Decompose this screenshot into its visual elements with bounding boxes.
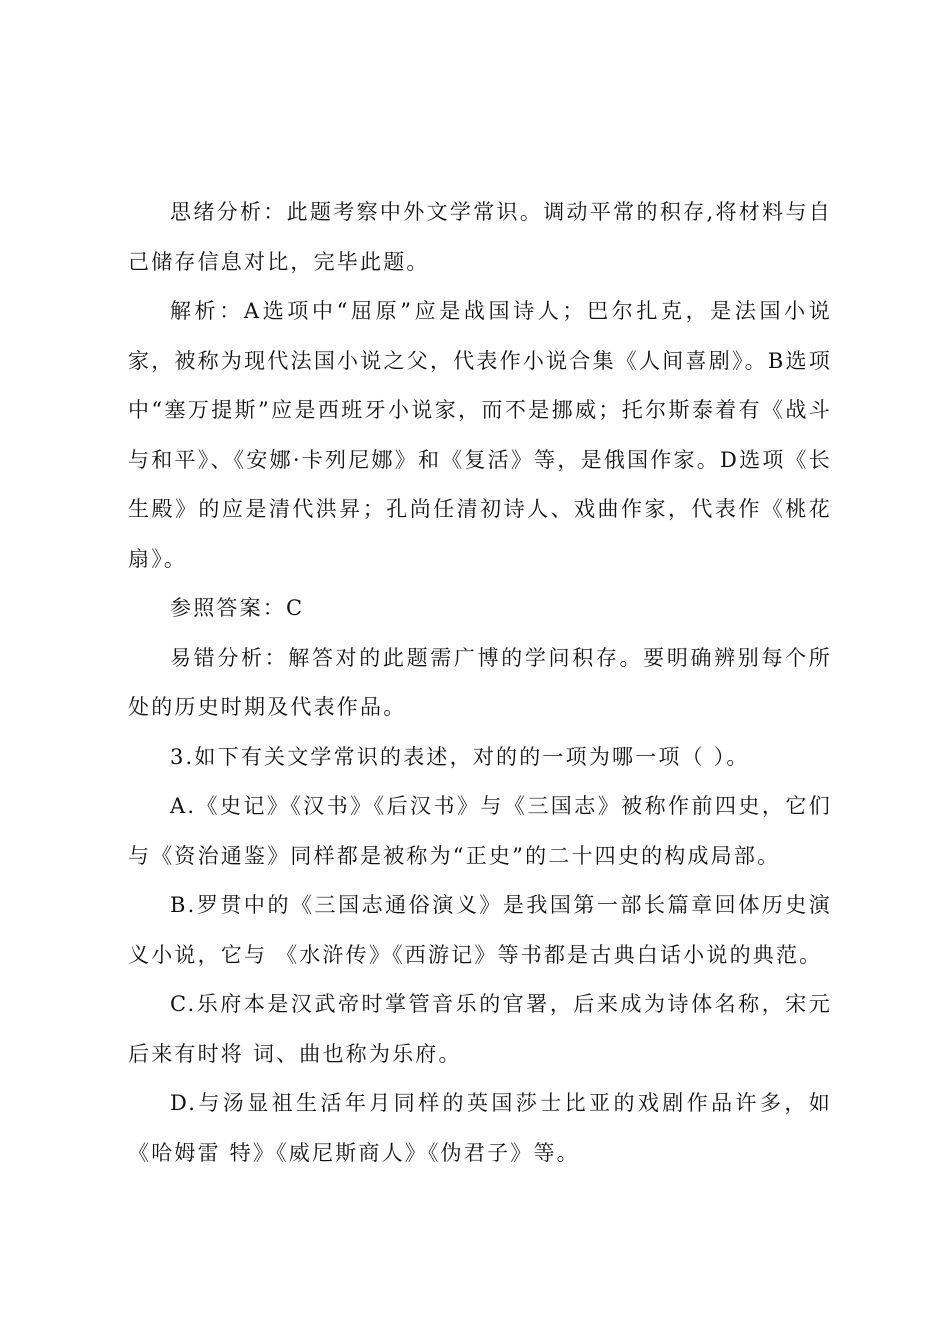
option-b-paragraph: B.罗贯中的《三国志通俗演义》是我国第一部长篇章回体历史演义小说，它与 《水浒传》《西游记》等书都是古典白话小说的典范。 xyxy=(128,893,832,967)
answer-paragraph: 参照答案：C xyxy=(170,596,305,620)
option-c-paragraph: C.乐府本是汉武帝时掌管音乐的官署，后来成为诗体名称，宋元后来有时将 词、曲也称为乐府。 xyxy=(128,992,832,1066)
option-d-paragraph: D.与汤显祖生活年月同样的英国莎士比亚的戏剧作品许多，如《哈姆雷 特》《威尼斯商人》《伪君子》等。 xyxy=(128,1091,832,1165)
error-analysis-paragraph: 易错分析：解答对的此题需广博的学问积存。要明确辨别每个所处的历史时期及代表作品。 xyxy=(128,645,832,719)
option-a-paragraph: A.《史记》《汉书》《后汉书》与《三国志》被称作前四史，它们与《资治通鉴》同样都是被称为“正史”的二十四史的构成局部。 xyxy=(128,794,832,868)
analysis-paragraph: 思绪分析：此题考察中外文学常识。调动平常的积存,将材料与自己储存信息对比，完毕此题。 xyxy=(128,200,832,274)
question-paragraph: 3.如下有关文学常识的表述，对的的一项为哪一项（ ）。 xyxy=(170,744,750,769)
explanation-paragraph: 解析：A选项中“屈原”应是战国诗人；巴尔扎克，是法国小说家，被称为现代法国小说之父，代表作小说合集《人间喜剧》。B选项中“塞万提斯”应是西班牙小说家，而不是挪威；托尔斯泰着有《战斗与和平》、《安娜·卡列尼娜》和《复活》等，是俄国作家。D选项《长生殿》的应是清代洪昇；孔尚任清初诗人、戏曲作家，代表作《桃花扇》。 xyxy=(128,299,832,571)
document-body xyxy=(128,188,832,1178)
